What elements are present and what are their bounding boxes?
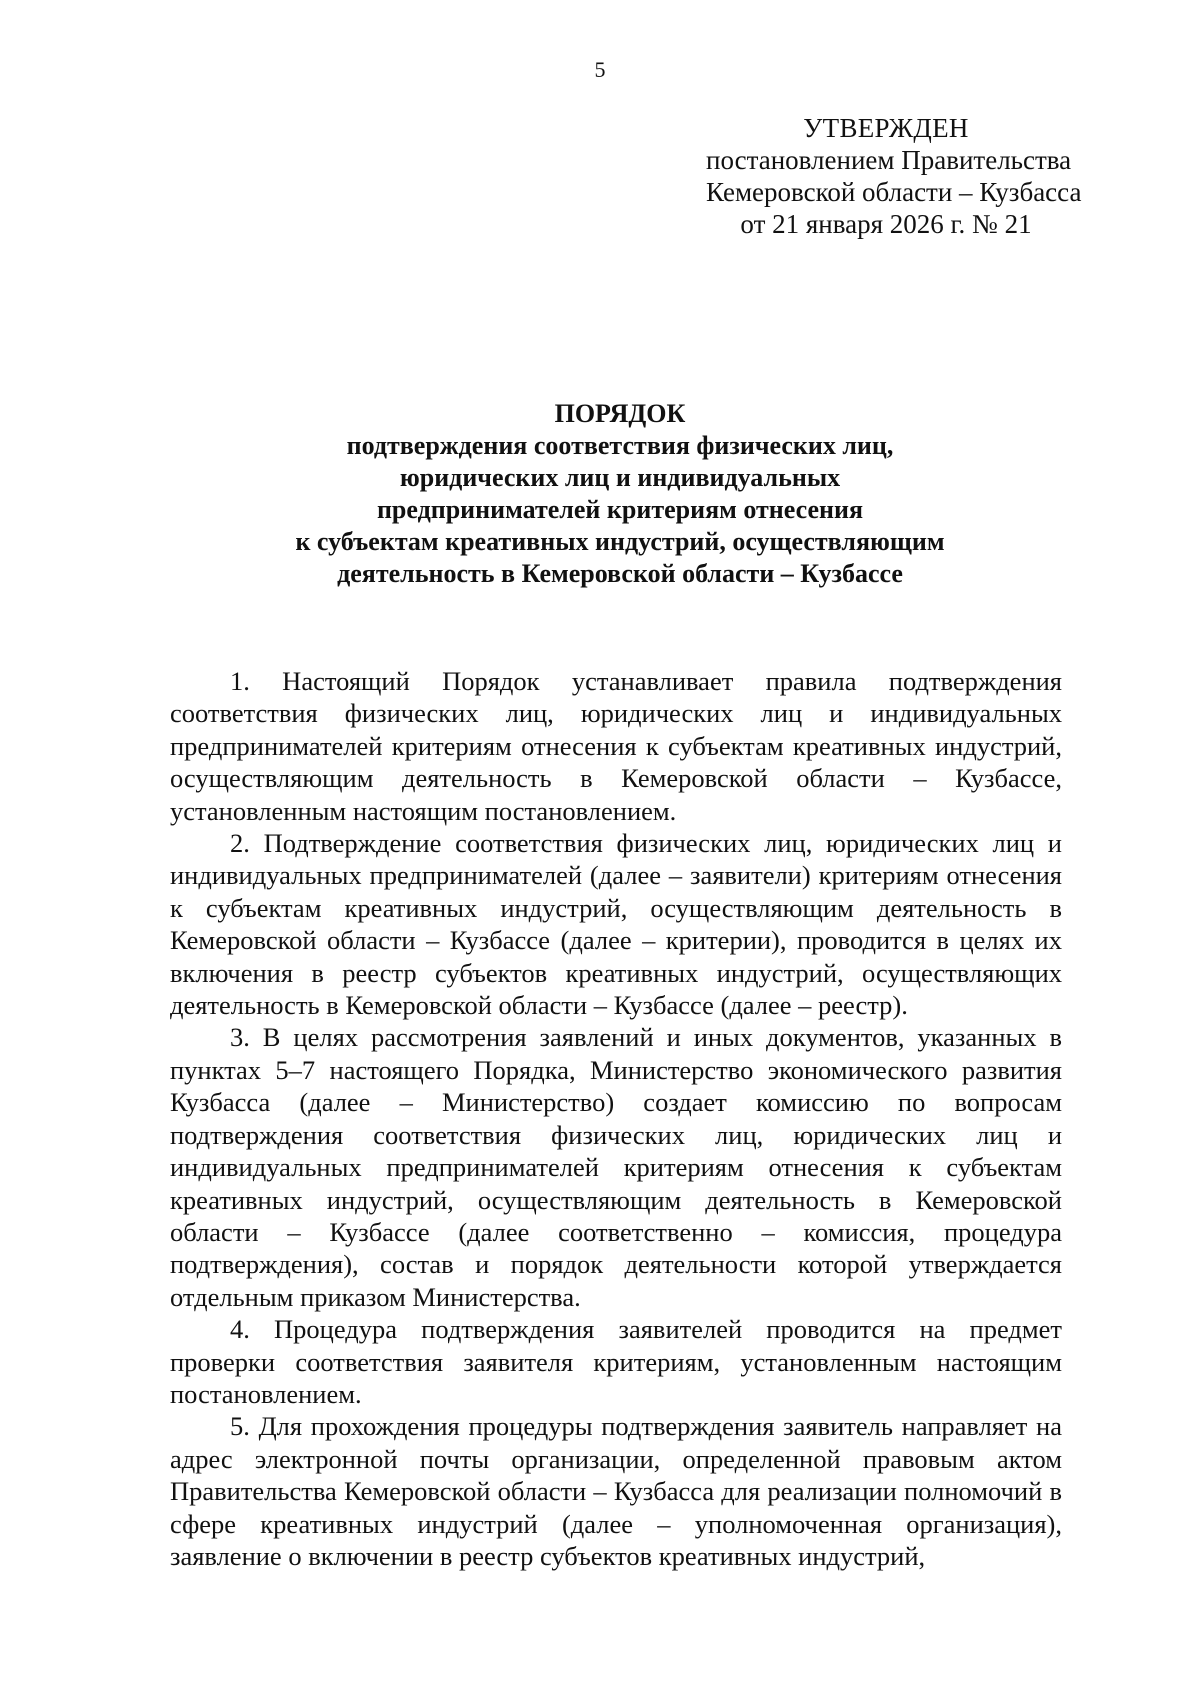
- approval-stamp: [706, 112, 1082, 240]
- approval-title: УТВЕРЖДЕН: [803, 113, 969, 143]
- title-line: к субъектам креативных индустрий, осуществляющим: [295, 527, 945, 556]
- paragraph-4: 4. Процедура подтверждения заявителей проводится на предмет проверки соответствия заявителя критериям, установленным настоящим постановлением.: [170, 1314, 1062, 1409]
- approval-line-region: Кемеровской области – Кузбасса: [706, 177, 1082, 207]
- paragraph-5: 5. Для прохождения процедуры подтверждения заявитель направляет на адрес электронной почты организации, определенной правовым актом Правительства Кемеровской области – Кузбасса для реализации полномочий в сфере креативных индустрий (далее – уполномоченная организация), заявление о включении в реестр субъектов креативных индустрий,: [170, 1411, 1062, 1571]
- title-line: деятельность в Кемеровской области – Кузбассе: [337, 559, 903, 588]
- paragraph-1: 1. Настоящий Порядок устанавливает правила подтверждения соответствия физических лиц, юридических лиц и индивидуальных предпринимателей критериям отнесения к субъектам креативных индустрий, осуществляющим деятельность в Кемеровской области – Кузбассе, установленным настоящим постановлением.: [170, 666, 1062, 826]
- document-body: [170, 665, 1062, 1572]
- title-line: предпринимателей критериям отнесения: [376, 495, 864, 524]
- paragraph-3: 3. В целях рассмотрения заявлений и иных документов, указанных в пунктах 5–7 настоящего Порядка, Министерство экономического развития Кузбасса (далее – Министерство) создает комиссию по вопросам подтверждения соответствия физических лиц, юридических лиц и индивидуальных предпринимателей критериям отнесения к субъектам креативных индустрий, осуществляющим деятельность в Кемеровской области – Кузбассе (далее соответственно – комиссия, процедура подтверждения), состав и порядок деятельности которой утверждается отдельным приказом Министерства.: [170, 1022, 1062, 1312]
- title-line: подтверждения соответствия физических лиц,: [346, 431, 894, 460]
- paragraph-2: 2. Подтверждение соответствия физических лиц, юридических лиц и индивидуальных предпринимателей (далее – заявители) критериям отнесения к субъектам креативных индустрий, осуществляющим деятельность в Кемеровской области – Кузбассе (далее – критерии), проводится в целях их включения в реестр субъектов креативных индустрий, осуществляющих деятельность в Кемеровской области – Кузбассе (далее – реестр).: [170, 828, 1062, 1021]
- title-line: юридических лиц и индивидуальных: [399, 463, 841, 492]
- document-title: [170, 398, 1070, 590]
- approval-line-date: от 21 января 2026 г. № 21: [740, 209, 1032, 239]
- page-number: 5: [594, 57, 606, 82]
- title-heading: ПОРЯДОК: [554, 399, 686, 428]
- approval-line-decree: постановлением Правительства: [706, 145, 1072, 175]
